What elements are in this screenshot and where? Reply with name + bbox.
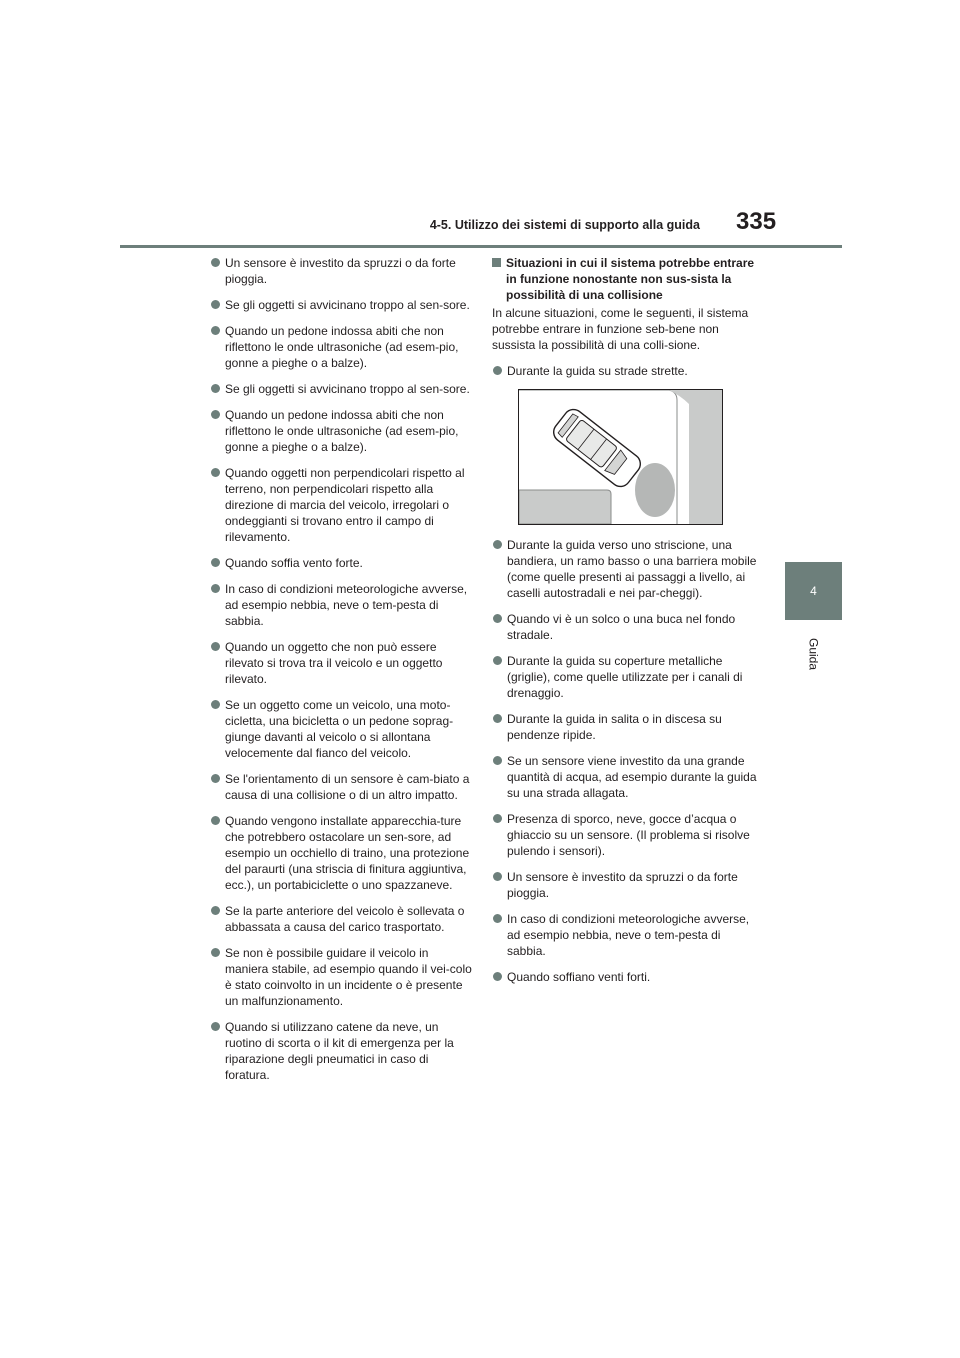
list-item: Presenza di sporco, neve, gocce d’acqua o ghiaccio su un sensore. (Il problema si risolve pulendo i sensori). <box>492 811 757 859</box>
bottom-left-curb <box>519 490 611 524</box>
list-item: Se non è possibile guidare il veicolo in maniera stabile, ad esempio quando il vei-colo è stato coinvolto in un incidente o è presente un malfunzionamento. <box>210 945 472 1009</box>
bullet-icon <box>211 816 220 825</box>
list-item: Se gli oggetti si avvicinano troppo al sen-sore. <box>210 297 472 313</box>
list-item: Se la parte anteriore del veicolo è sollevata o abbassata a causa del carico trasportato. <box>210 903 472 935</box>
bullet-icon <box>211 642 220 651</box>
bullet-icon <box>211 326 220 335</box>
list-item: In caso di condizioni meteorologiche avverse, ad esempio nebbia, neve o tem-pesta di sabbia. <box>210 581 472 629</box>
square-marker-icon <box>492 258 501 267</box>
list-item: Durante la guida verso uno striscione, una bandiera, un ramo basso o una barriera mobile (come quelle presenti ai passaggi a livello, ai caselli autostradali e nei par-cheggi). <box>492 537 757 601</box>
list-item: In caso di condizioni meteorologiche avverse, ad esempio nebbia, neve o tem-pesta di sabbia. <box>492 911 757 959</box>
bullet-icon <box>211 410 220 419</box>
list-item: Quando un pedone indossa abiti che non riflettono le onde ultrasoniche (ad esem-pio, gonne a pieghe o a balze). <box>210 407 472 455</box>
list-item: Quando soffiano venti forti. <box>492 969 757 985</box>
list-item: Se un oggetto come un veicolo, una moto-cicletta, una bicicletta o un pedone soprag-giunge davanti al veicolo o si allontana velocemente dal fianco del veicolo. <box>210 697 472 761</box>
list-item: Se gli oggetti si avvicinano troppo al sen-sore. <box>210 381 472 397</box>
list-item: Quando oggetti non perpendicolari rispetto al terreno, non perpendicolari rispetto alla direzione di marcia del veicolo, irregolari o ondeggianti si trovano entro il campo di rilevamento. <box>210 465 472 545</box>
page-number: 335 <box>736 208 777 235</box>
bullet-icon <box>211 1022 220 1031</box>
bullet-icon <box>211 468 220 477</box>
list-item: Durante la guida su coperture metalliche (griglie), come quelle utilizzate per i canali di drenaggio. <box>492 653 757 701</box>
list-item: Quando vengono installate apparecchia-ture che potrebbero ostacolare un sen-sore, ad esempio un occhiello di traino, una protezione del paraurti (una striscia di finitura aggiuntiva, ecc.), un portabiciclette o uno spazzaneve. <box>210 813 472 893</box>
chapter-tab-label: Guida <box>806 637 821 671</box>
bullet-icon <box>493 756 502 765</box>
bullet-icon <box>493 656 502 665</box>
narrow-road-illustration <box>518 389 723 525</box>
bullet-icon <box>493 914 502 923</box>
bullet-icon <box>211 584 220 593</box>
list-item: Un sensore è investito da spruzzi o da forte pioggia. <box>210 255 472 287</box>
list-item: Durante la guida su strade strette. <box>492 363 757 379</box>
chapter-tab-label-box <box>785 624 842 684</box>
list-item: Quando vi è un solco o una buca nel fondo stradale. <box>492 611 757 643</box>
list-item: Un sensore è investito da spruzzi o da forte pioggia. <box>492 869 757 901</box>
right-column <box>492 255 757 995</box>
left-column <box>210 255 472 1093</box>
bullet-icon <box>211 558 220 567</box>
sensor-detection-zone <box>635 463 675 517</box>
header-rule <box>120 245 842 248</box>
header-section-title: 4-5. Utilizzo dei sistemi di supporto alla guida <box>429 218 700 232</box>
list-item: Se l'orientamento di un sensore è cam-biato a causa di una collisione o di un altro impatto. <box>210 771 472 803</box>
bullet-icon <box>493 872 502 881</box>
bullet-icon <box>493 714 502 723</box>
bullet-icon <box>211 300 220 309</box>
bullet-icon <box>211 258 220 267</box>
bullet-icon <box>493 366 502 375</box>
chapter-tab-number: 4 <box>810 584 817 598</box>
bullet-icon <box>211 700 220 709</box>
intro-paragraph: In alcune situazioni, come le seguenti, il sistema potrebbe entrare in funzione seb-bene non sussista la possibilità di una colli-sione. <box>492 306 749 352</box>
list-item: Quando un pedone indossa abiti che non riflettono le onde ultrasoniche (ad esem-pio, gonne a pieghe o a balze). <box>210 323 472 371</box>
section-heading: Situazioni in cui il sistema potrebbe entrare in funzione nonostante non sus-sista la possibilità di una collisione <box>492 255 757 303</box>
list-item: Quando soffia vento forte. <box>210 555 472 571</box>
chapter-tab[interactable] <box>785 562 842 620</box>
bullet-icon <box>493 614 502 623</box>
bullet-icon <box>493 814 502 823</box>
list-item: Se un sensore viene investito da una grande quantità di acqua, ad esempio durante la guida su una strada allagata. <box>492 753 757 801</box>
bullet-icon <box>211 906 220 915</box>
narrow-road-svg <box>519 390 722 524</box>
list-item: Durante la guida in salita o in discesa su pendenze ripide. <box>492 711 757 743</box>
right-curb <box>689 390 722 524</box>
bullet-icon <box>211 774 220 783</box>
bullet-icon <box>493 540 502 549</box>
list-item: Quando un oggetto che non può essere rilevato si trova tra il veicolo e un oggetto rilevato. <box>210 639 472 687</box>
bullet-icon <box>493 972 502 981</box>
bullet-icon <box>211 948 220 957</box>
bullet-icon <box>211 384 220 393</box>
list-item: Quando si utilizzano catene da neve, un ruotino di scorta o il kit di emergenza per la riparazione degli pneumatici in caso di foratura. <box>210 1019 472 1083</box>
